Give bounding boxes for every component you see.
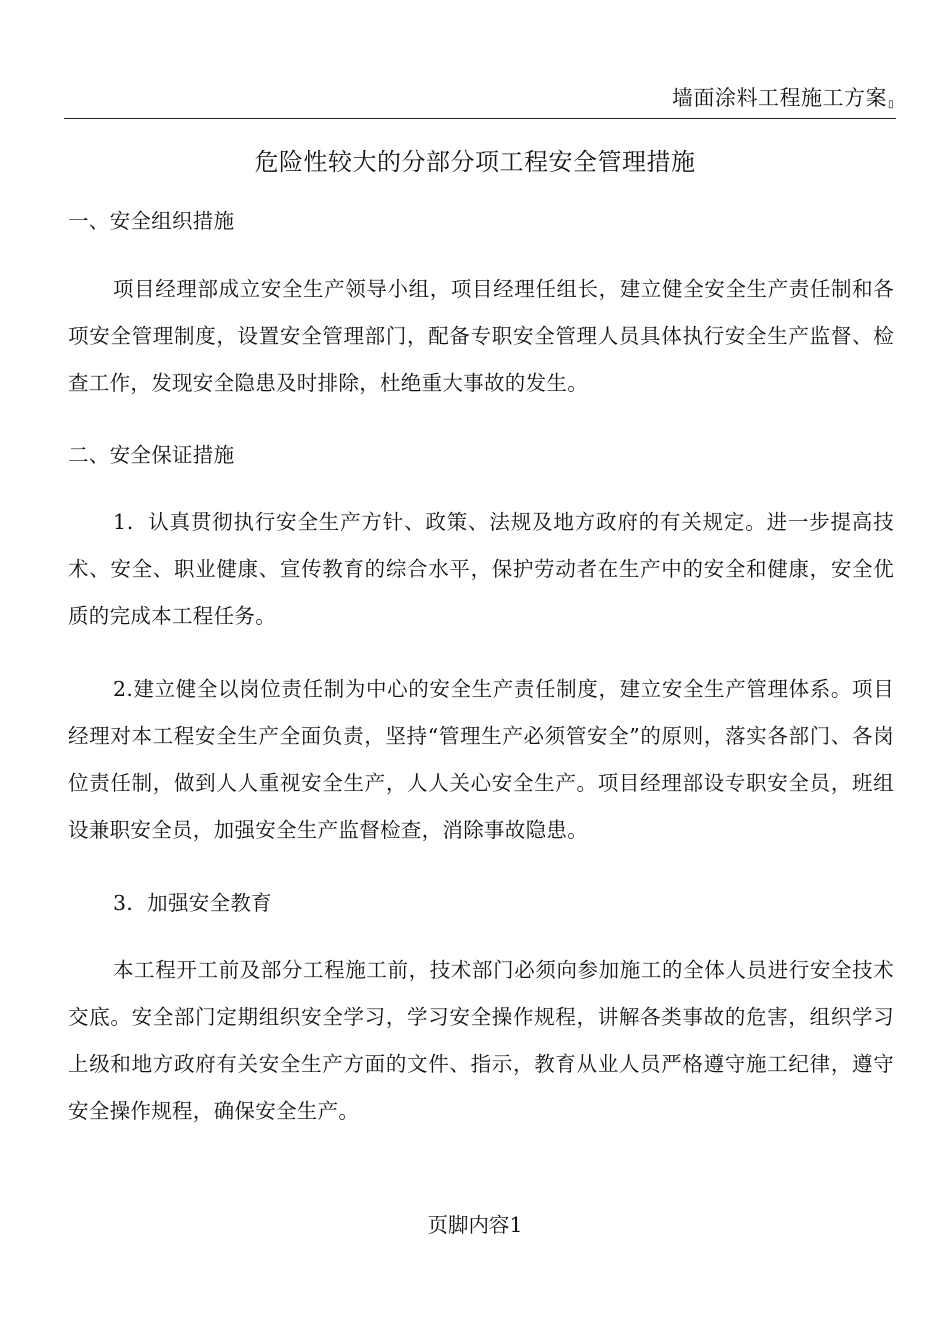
header-divider xyxy=(64,118,896,119)
document-title: 危险性较大的分部分项工程安全管理措施 xyxy=(254,148,696,176)
paragraph-item-3-heading: 3．加强安全教育 xyxy=(113,891,272,915)
header-text: 墙面涂料工程施工方案 xyxy=(671,86,887,110)
section-heading-guarantee: 二、安全保证措施 xyxy=(68,443,235,467)
header-mark-glyph: ▯ xyxy=(887,99,894,110)
section-heading-organization: 一、安全组织措施 xyxy=(68,209,235,233)
paragraph-safety-education: 本工程开工前及部分工程施工前，技术部门必须向参加施工的全体人员进行安全技术交底。安全部门定期组织安全学习，学习安全操作规程，讲解各类事故的危害，组织学习上级和地方政府有关安全生产方面的文件、指示，教育从业人员严格遵守施工纪律，遵守安全操作规程，确保安全生产。 xyxy=(68,958,894,1123)
paragraph-item-2: 2.建立健全以岗位责任制为中心的安全生产责任制度，建立安全生产管理体系。项目经理对本工程安全生产全面负责，坚持“管理生产必须管安全”的原则，落实各部门、各岗位责任制，做到人人重视安全生产，人人关心安全生产。项目经理部设专职安全员，班组设兼职安全员，加强安全生产监督检查，消除事故隐患。 xyxy=(68,677,894,842)
page-footer: 页脚内容1 xyxy=(427,1213,523,1237)
paragraph-item-1: 1．认真贯彻执行安全生产方针、政策、法规及地方政府的有关规定。进一步提高技术、安全、职业健康、宣传教育的综合水平，保护劳动者在生产中的安全和健康，安全优质的完成本工程任务。 xyxy=(68,510,894,628)
page-header xyxy=(672,82,894,112)
paragraph-organization: 项目经理部成立安全生产领导小组，项目经理任组长，建立健全安全生产责任制和各项安全管理制度，设置安全管理部门，配备专职安全管理人员具体执行安全生产监督、检查工作，发现安全隐患及时排除，杜绝重大事故的发生。 xyxy=(68,277,894,395)
